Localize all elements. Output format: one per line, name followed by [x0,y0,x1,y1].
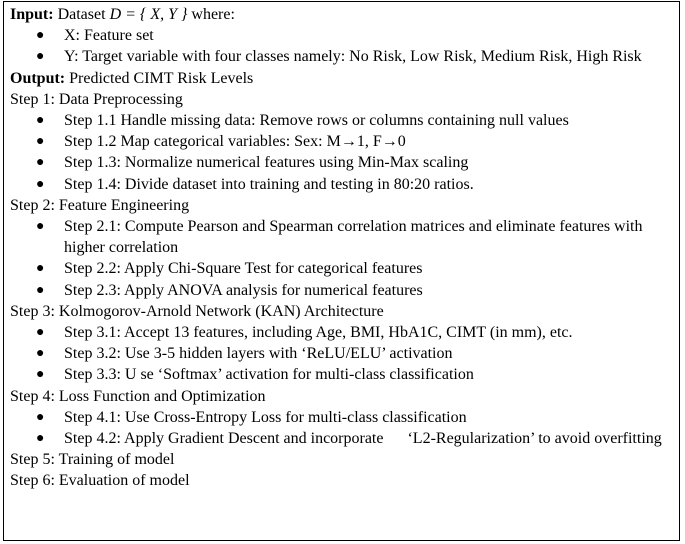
step-title: Step 3: Kolmogorov-Arnold Network (KAN) Architecture [10,302,384,320]
list-item: ● Step 1.4: Divide dataset into training and testing in 80:20 ratios. [10,174,673,195]
step-title: Step 4: Loss Function and Optimization [10,387,266,405]
list-item: ● Step 2.1: Compute Pearson and Spearman correlation matrices and eliminate features with higher correlation [36,218,643,257]
list-item: ● Step 1.1 Handle missing data: Remove rows or columns containing null values [10,110,673,131]
list-item: ● Step 3.2: Use 3-5 hidden layers with ‘ReLU/ELU’ activation [10,343,673,364]
step-title: Step 1: Data Preprocessing [10,90,183,108]
input-label: Input: [10,6,54,23]
bullet-icon: ● [36,367,45,383]
bullet-icon: ● [36,409,45,425]
bullet-icon: ● [36,219,45,235]
bullet-icon: ● [36,282,45,298]
bullet-icon: ● [36,113,45,129]
input-text-pre: Dataset [53,6,110,23]
output-label: Output: [10,69,66,87]
list-item: ● Step 4.1: Use Cross-Entropy Loss for multi-class classification [10,407,673,428]
bullet-icon: ● [36,431,45,447]
bullet-icon: ● [36,176,45,192]
bullet-icon: ● [36,261,45,277]
output-line [10,68,673,89]
list-item: ● Y: Target variable with four classes namely: No Risk, Low Risk, Medium Risk, High Risk [10,46,673,67]
input-math: D = { X, Y } [109,6,188,23]
input-text-post: where: [187,6,235,23]
list-item: ● Step 3.3: U se ‘Softmax’ activation for multi-class classification [10,364,673,385]
bullet-icon: ● [36,346,45,362]
list-item: ● Step 1.2 Map categorical variables: Sex: M→1, F→0 [10,131,673,152]
list-item: ● Step 3.1: Accept 13 features, including Age, BMI, HbA1C, CIMT (in mm), etc. [10,322,673,343]
list-item: ● Step 4.2: Apply Gradient Descent and incorporate ‘L2-Regularization’ to avoid overfitting [10,428,673,449]
bullet-icon: ● [36,325,45,341]
output-text: Predicted CIMT Risk Levels [65,69,254,87]
step-title: Step 6: Evaluation of model [10,472,190,490]
algorithm-box [3,1,680,541]
step-title: Step 2: Feature Engineering [10,196,190,214]
bullet-icon: ● [36,49,45,65]
bullet-icon: ● [36,155,45,171]
input-line [10,4,673,25]
bullet-icon: ● [36,134,45,150]
list-item: ● X: Feature set [10,25,673,46]
list-item: ● Step 2.3: Apply ANOVA analysis for numerical features [10,280,673,301]
bullet-icon: ● [36,28,45,44]
step-title: Step 5: Training of model [10,451,175,469]
list-item: ● Step 1.3: Normalize numerical features using Min-Max scaling [10,152,673,173]
list-item: ● Step 2.2: Apply Chi-Square Test for categorical features [10,258,673,279]
